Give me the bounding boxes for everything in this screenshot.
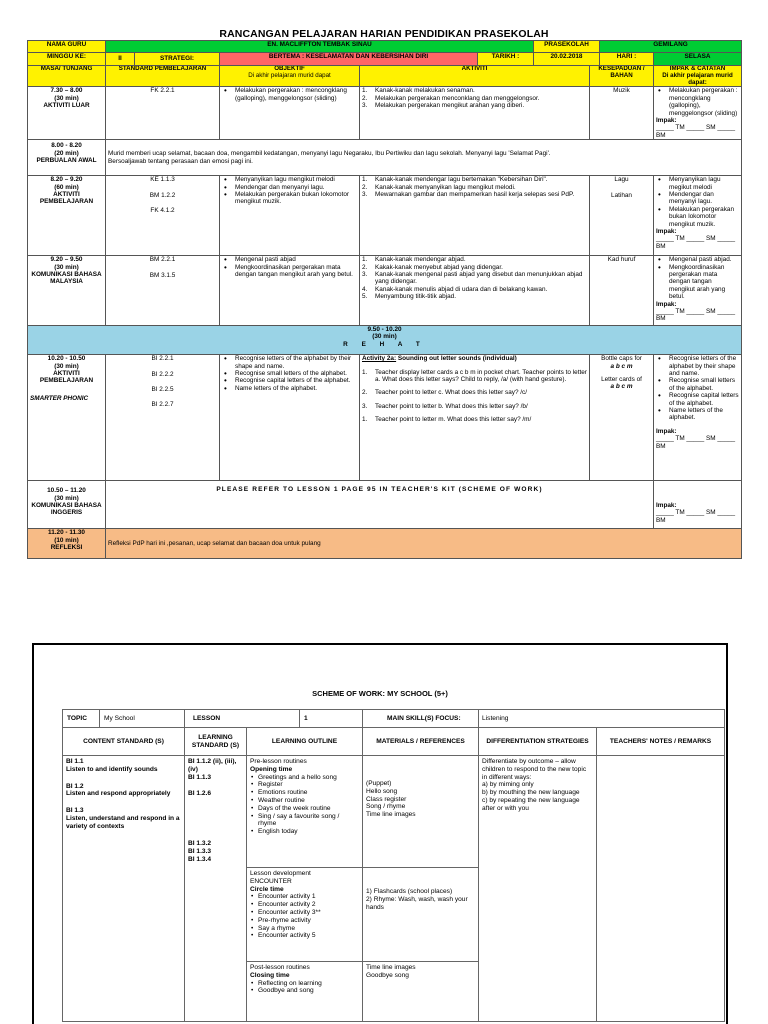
tarikh-label: TARIKH : [478,53,534,66]
table-row: Lesson development ENCOUNTER Circle time • Encounter activity 1 • Encounter activity 2 • Encounter activity 3** • Pre-rhyme activity • Say a rhyme • Encounter activity 5 1) Flashcards (school places) 2) Rhyme: Wash, wash, wash your hands [63,868,725,962]
head-content: CONTENT STANDARD (S) [63,728,185,756]
skill-value: Listening [479,710,725,728]
col-aktiviti: AKTIVITI [360,66,590,87]
scheme-title: SCHEME OF WORK: MY SCHOOL (5+) [312,689,448,698]
head-diff: DIFFERENTIATION STRATEGIES [479,728,597,756]
rehat-row: 9.50 - 10.20 (30 min) R E H A T [28,326,742,355]
table-row: 9.20 – 9.50 (30 min) KOMUNIKASI BAHASA MALAYSIA BM 2.2.1 BM 3.1.5 • Mengenal pasti abjad • Mengkoordinasikan pergerakan mata dengan tangan mengikut arah yang betul. 1. Kanak-kanak mendengar abjad. 2. Kakak-kanak menyebut abjad yang didengar. 3. Kanak-kanak mengenal pasti abjad yang disebut dan menunjukkan abjad yang didengar. 4. Kanak-kanak menulis abjad di udara dan di belakang kawan. 5. Menyambung titik-titik abjad. Kad huruf • Mengenal pasti abjad. • Mengkoordinasikan pergerakan mata dengan tangan mengikut arah yang betul. Impak: _____ TM _____ SM _____ BM [28,256,742,326]
topic-label: TOPIC [67,714,88,722]
table-row: 8.00 - 8.20 (20 min) PERBUALAN AWAL Murid memberi ucap selamat, bacaan doa, mengambil kedatangan, menyanyi lagu Negaraku, Ibu Pertiwiku dan lagu sekolah. Menyanyi lagu 'Selamat Pagi'. Bersoaljawab tentang perasaan dan emosi pagi ini. [28,140,742,176]
table-row: 10.50 – 11.20 (30 min) KOMUNIKASI BAHASA INGGERIS PLEASE REFER TO LESSON 1 PAGE 95 IN TEACHER'S KIT (SCHEME OF WORK) Impak: _____ TM _____ SM _____ BM [28,481,742,529]
nama-guru-label: NAMA GURU [28,41,106,53]
minggu-label: MINGGU KE: [28,53,106,66]
hari-label: HARI : [600,53,654,66]
hari-value: SELASA [654,53,742,66]
prasekolah-value: GEMILANG [600,41,742,53]
skill-label: MAIN SKILL(S) FOCUS: [387,714,461,722]
tema: BERTEMA : KESELAMATAN DAN KEBERSIHAN DIRI [220,53,478,66]
lesson-plan-table [27,40,742,559]
lesson-plan [27,29,741,559]
scheme-table [62,709,725,1022]
minggu-value: II [118,55,122,63]
col-objektif: OBJEKTIF Di akhir pelajaran murid dapat [220,66,360,87]
tarikh-value: 20.02.2018 [534,53,600,66]
table-row: 11.20 - 11.30 (10 min) REFLEKSI Refleksi PdP hari ini ,pesanan, ucap selamat dan bacaan doa untuk pulang [28,529,742,559]
nama-guru-value: EN. MACLIFFTON TEMBAK SINAU [106,41,534,53]
lesson-label: LESSON [193,714,221,722]
head-materials: MATERIALS / REFERENCES [363,728,479,756]
table-row: BI 1.1 Listen to and identify sounds BI 1.2 Listen and respond appropriately BI 1.3 Listen, understand and respond in a variety of contexts BI 1.1.2 (ii), (iii), (iv) BI 1.1.3 BI 1.2.6 BI 1.3.2 BI 1.3.3 BI 1.3.4 Pre-lesson routines Opening time • Greetings and a hello song • Register • Emotions routine • Weather routine • Days of the week routine • Sing / say a favourite song / rhyme • English today (Puppet) Hello song Class register Song / rhyme Time line images Differentiate by outcome – allow children to respond to the new topic in different ways: a) by miming only b) by mouthing the new language c) by repeating the new language after or with you [63,756,725,868]
col-kesepaduan: KESEPADUAN / BAHAN [590,66,654,87]
strategi-label: STRATEGI: [134,53,219,65]
table-row: 7.30 – 8.00 (30 min) AKTIVITI LUAR FK 2.2.1 • Melakukan pergerakan : mencongklang (galloping), menggelongsor (sliding) 1. Kanak-kanak melakukan senaman. 2. Melakukan pergerakan menconklang dan menggelongsor. 3. Melakukan pergerakan mengikut arahan yang diberi. Muzik • Melakukan pergerakan : mencongklang (galloping), menggelongsor (sliding) Impak: _____ TM _____ SM _____ BM [28,87,742,140]
lesson-value: 1 [299,710,362,727]
table-row: Post-lesson routines Closing time • Reflecting on learning • Goodbye and song Time line images Goodbye song [63,962,725,1022]
table-row: 10.20 - 10.50 (30 min) AKTIVITI PEMBELAJARAN SMARTER PHONIC BI 2.2.1 BI 2.2.2 BI 2.2.5 BI 2.2.7 • Recognise letters of the alphabet by their shape and name. • Recognise small letters of the alphabet. • Recognise capital letters of the alphabet. • Name letters of the alphabet. Activity 2a: Sounding out letter sounds (individual) 1. Teacher display letter cards a c b m in pocket chart. Teacher points to letter a. What does this letter says? Child to reply, /a/ (with hand gesture). 2. Teacher point to letter c. What does this letter say? /c/ 3. Teacher point to letter b. What does this letter say? /b/ 1. Teacher point to letter m. What does this letter say? /m/ Bottle caps for a b c m Letter cards of a b c m • Recognise letters of the alphabet by their shape and name. • Recognise small letters of the alphabet. • Recognise capital letters of the alphabet. • Name letters of the alphabet. Impak: _____ TM _____ SM _____ BM [28,355,742,481]
table-row: 8.20 – 9.20 (60 min) AKTIVITI PEMBELAJARAN KE 1.1.3 BM 1.2.2 FK 4.1.2 • Menyanyikan lagu mengikut melodi • Mendengar dan menyanyi lagu. • Melakukan pergerakan bukan lokomotor mengikut muzik. 1. Kanak-kanak mendengar lagu bertemakan "Kebersihan Diri". 2. Kanak-kanak menyanyikan lagu mengikut melodi. 3. Mewarnakan gambar dan mempamerkan hasil kerja selepas sesi PdP. Lagu Latihan • Menyanyikan lagu megikut melodi • Mendengar dan menyanyi lagu. • Melakukan pergerakan bukan lokomotor mengikut muzik. Impak: _____ TM _____ SM _____ BM [28,176,742,256]
col-masa: MASA/ TUNJANG [28,66,106,87]
topic-value: My School [99,710,184,727]
col-standard: STANDARD PEMBELAJARAN [106,66,220,87]
scheme-of-work [32,643,728,1024]
head-outline: LEARNING OUTLINE [247,728,363,756]
head-notes: TEACHERS' NOTES / REMARKS [597,728,725,756]
head-learning: LEARNING STANDARD (S) [185,728,247,756]
col-impak: IMPAK & CATATAN Di akhir pelajaran murid dapat: [654,66,742,87]
prasekolah-label: PRASEKOLAH [534,41,600,53]
plan-title: RANCANGAN PELAJARAN HARIAN PENDIDIKAN PRASEKOLAH [219,28,549,40]
